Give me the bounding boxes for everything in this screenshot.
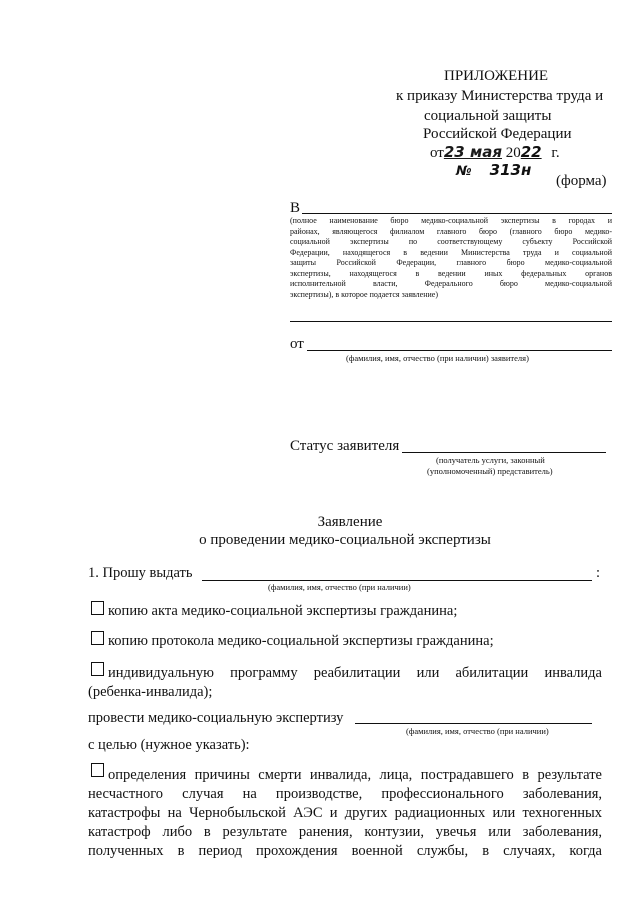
- request-name-note: (фамилия, имя, отчество (при наличии): [268, 582, 411, 592]
- status-note-2: (уполномоченный) представитель): [427, 466, 553, 476]
- to-underline[interactable]: [302, 213, 612, 214]
- status-underline[interactable]: [402, 452, 606, 453]
- purpose-line: катастроф либо в результате ранения, контузии, увечья или заболевания,: [88, 824, 602, 840]
- to-note-line: экспертизы, находящегося в ведении иных федеральных органов: [290, 268, 612, 278]
- to-label: В: [290, 200, 301, 216]
- header-line-1: к приказу Министерства труда и: [396, 88, 604, 104]
- date-handwritten: 23 мая: [443, 143, 502, 161]
- from-underline[interactable]: [307, 350, 612, 351]
- purpose-label: с целью (нужное указать):: [88, 737, 250, 753]
- to-note-line: исполнительной власти, Федерального бюро медико-социальной: [290, 279, 612, 288]
- header-title: ПРИЛОЖЕНИЕ: [444, 68, 549, 84]
- purpose-line: определения причины смерти инвалида, лица, пострадавшего в результате: [108, 767, 602, 783]
- checkbox-copy-protocol[interactable]: [91, 631, 104, 645]
- to-note-line: социальной экспертизы по соответствующему субъекту Российской: [290, 237, 612, 246]
- header-line-3: Российской Федерации: [423, 126, 572, 142]
- status-label: Статус заявителя: [290, 438, 400, 454]
- order-date-row: [430, 142, 560, 163]
- purpose-line: полученных в период прохождения военной службы, в случаях, когда: [88, 843, 602, 859]
- option-copy-act: копию акта медико-социальной экспертизы гражданина;: [108, 603, 458, 619]
- document-subtitle: о проведении медико-социальной экспертизы: [199, 532, 491, 548]
- option-copy-protocol: копию протокола медико-социальной экспертизы гражданина;: [108, 633, 494, 649]
- exam-label: провести медико-социальную экспертизу: [88, 710, 344, 726]
- status-note-1: (получатель услуги, законный: [436, 455, 545, 465]
- to-note-line: (полное наименование бюро медико-социальной экспертизы в городах и: [290, 216, 612, 225]
- order-number-row: [456, 161, 531, 180]
- from-label: от: [290, 336, 304, 352]
- request-colon: :: [596, 565, 601, 581]
- to-note: [290, 216, 612, 300]
- to-extra-underline[interactable]: [290, 321, 612, 322]
- to-note-line: Федерации, находящегося в ведении Министерства труда и социальной: [290, 247, 612, 257]
- purpose-option-text: [88, 766, 602, 861]
- purpose-line: катастрофы на Чернобыльской АЭС и других радиационных или техногенных: [88, 805, 602, 821]
- header-line-2: социальной защиты: [424, 108, 552, 124]
- year-handwritten: 22: [520, 143, 542, 161]
- form-label: (форма): [556, 173, 607, 189]
- request-name-underline[interactable]: [202, 580, 592, 581]
- year-prefix: 20: [505, 145, 521, 161]
- option-ipra-line-1: индивидуальную программу реабилитации или абилитации инвалида: [108, 665, 602, 681]
- from-note: (фамилия, имя, отчество (при наличии) заявителя): [346, 353, 529, 363]
- purpose-line: несчастного случая на производстве, профессионального заболевания,: [88, 786, 602, 802]
- to-note-line: районах, являющегося филиалом главного бюро (главного бюро медико-: [290, 226, 612, 236]
- option-ipra-line-2: (ребенка-инвалида);: [88, 684, 213, 700]
- checkbox-copy-act[interactable]: [91, 601, 104, 615]
- checkbox-ipra[interactable]: [91, 662, 104, 676]
- document-title: Заявление: [317, 514, 383, 530]
- number-handwritten: 313н: [489, 161, 532, 179]
- number-mark: №: [456, 164, 472, 179]
- date-prefix: от: [430, 145, 444, 161]
- request-label: 1. Прошу выдать: [88, 565, 193, 581]
- year-suffix: г.: [551, 145, 560, 161]
- to-note-line: защиты Российской Федерации, главного бюро медико-социальной: [290, 258, 612, 267]
- exam-name-note: (фамилия, имя, отчество (при наличии): [406, 726, 549, 736]
- exam-name-underline[interactable]: [355, 723, 592, 724]
- to-note-line: экспертизы), в которое подается заявление): [290, 289, 438, 299]
